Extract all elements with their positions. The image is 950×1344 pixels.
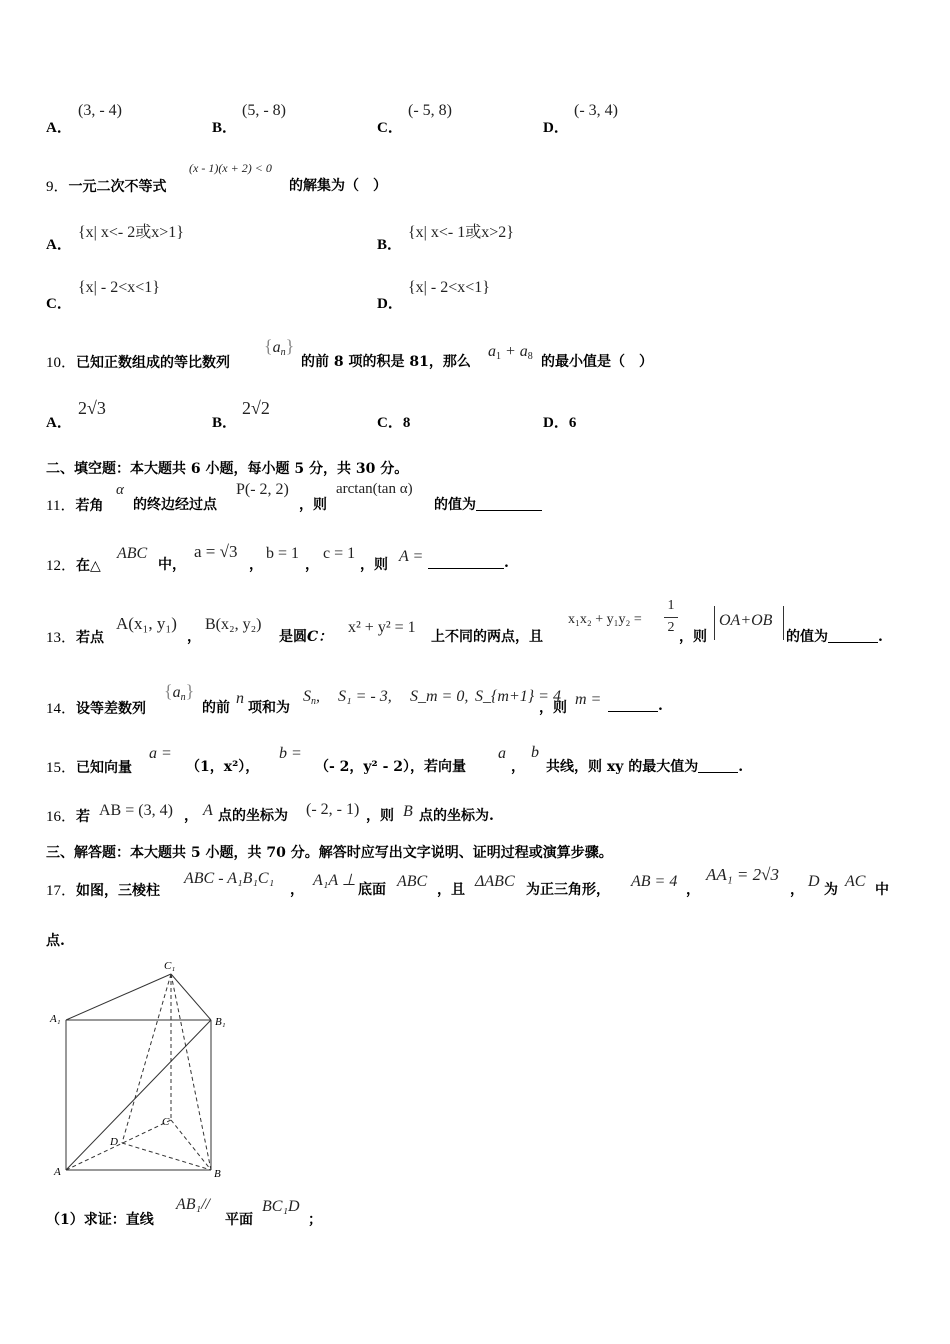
q13-text-5 [786,626,883,646]
q17-base: ABC [397,873,428,890]
edge-a-c [66,1120,171,1170]
q9-inequality: (x - 1)(x + 2) < 0 [189,161,272,175]
sub1-label: （1）求证：直线 [46,1212,154,1228]
q15-text-2 [546,756,743,776]
q17-triangle: ΔABC [475,873,515,890]
answer-blank[interactable] [608,697,658,712]
q13-text-3: 上不同的两点，且 [431,629,543,645]
q11-point: P(- 2, 2) [236,481,289,498]
q16-coord: (- 2, - 1) [306,801,360,818]
option-label: A． [46,120,72,136]
q11-stem [46,494,103,515]
q17-sep2: ， [686,882,700,898]
q13-frac-numerator: 1 [667,598,675,613]
q17-D: D [808,873,820,890]
q14-n: n [236,690,244,707]
end-mark: . [658,698,663,714]
question-number: 11． [46,498,76,514]
q13-point-b: B(x₂, y₂) [205,616,262,633]
question-number: 14． [46,701,77,717]
q12-text-3: ，则 [360,557,388,573]
option-label: C． [377,415,403,431]
seq-subscript: n [280,347,286,358]
edge-d-b [122,1143,211,1170]
q12-answer [428,554,509,571]
q17-AC: AC [845,873,866,890]
seq-symbol: a [172,684,181,701]
edge-a1-c1 [66,974,171,1020]
question-number: 10． [46,355,77,371]
q14-answer [608,697,663,714]
q12-triangle: ABC [117,545,148,562]
stem-text: 若点 [76,630,105,646]
section-2-heading: 二、填空题：本大题共 6 小题，每小题 5 分，共 30 分。 [46,461,409,477]
q12-b: b = 1 [266,545,300,562]
vertex-c-label: C [162,1116,170,1128]
q16-text-4: 点的坐标为. [419,808,494,824]
q12-A: A = [399,548,424,565]
q12-c: c = 1 [323,545,356,562]
option-label: C． [377,120,403,136]
stem-text: 如图，三棱柱 [76,883,161,899]
stem-text: 是圆 [279,629,307,645]
seq-symbol: a [272,339,281,356]
q17-text-3: ，且 [437,882,465,898]
q8-option-d-value: (- 3, 4) [574,102,618,119]
q16-A: A [203,802,213,819]
vertex-c1-label: C₁ [164,960,176,972]
end-mark: . [878,629,883,645]
sub1-plane: BC₁D [262,1198,300,1215]
q17-text-4: 为正三角形， [526,882,610,898]
q17-text-5: 为 [824,882,838,898]
q13-vector-sum: OA+OB [719,612,773,629]
answer-blank[interactable] [828,628,878,643]
q15-vb: b [531,744,539,761]
q16-text-3: ，则 [366,808,394,824]
q13-stem [46,626,104,647]
q10-option-a-label: A． [46,415,72,431]
question-number: 17． [46,883,77,899]
sub1-text-2: 平面 [225,1212,253,1228]
end-mark: . [738,759,744,775]
q15-sep: ， [511,759,525,775]
stem-text: 若 [76,809,91,825]
q15-vector-b: b = [279,745,302,762]
answer-blank[interactable] [428,554,504,569]
q11-text-2: 的终边经过点 [133,497,217,513]
expr-b-sub: 8 [527,351,533,362]
q17-text-2: 底面 [358,882,386,898]
q17-sep3: ， [790,882,804,898]
q10-expression [488,343,533,362]
sum-subscript: n [311,696,316,707]
q14-Sm1: S_{m+1} = 4 [475,688,561,705]
q17-sep1: ， [290,882,304,898]
edge-c1-b [171,974,211,1170]
q14-S1: S₁ = - 3, [338,688,392,705]
stem-text: 在△ [76,558,101,574]
vertex-d-label: D [110,1136,118,1148]
q8-option-d [543,116,569,137]
q13-circle-equation: x² + y² = 1 [348,619,416,636]
q10-sequence: $\{a_n\}$ [264,336,295,358]
stem-text: 的值为 [434,497,476,513]
sum-symbol: S [303,688,311,705]
stem-text: 一元二次不等式 [68,179,167,195]
answer-blank[interactable] [476,496,542,511]
q15-vector-a: a = [149,745,172,762]
q12-stem [46,554,101,575]
q11-alpha: α [116,482,124,498]
answer-blank[interactable] [698,758,738,773]
q9-option-c-value: {x| - 2<x<1} [78,279,160,296]
expr-a: a [488,343,496,360]
q17-aa1: AA₁ = 2√3 [706,865,779,884]
q16-text-2: 点的坐标为 [218,808,288,824]
q17-prism: ABC - A₁B₁C₁ [184,870,275,887]
vertex-b-label: B [214,1168,221,1180]
option-label: D． [543,415,569,431]
question-number: 16． [46,809,77,825]
q16-B: B [403,803,413,820]
q8-option-c-value: (- 5, 8) [408,102,452,119]
question-number: 13． [46,630,77,646]
q10-option-c [377,411,410,432]
section-3-heading: 三、解答题：本大题共 5 小题，共 70 分。解答时应写出文字说明、证明过程或演算步骤。 [46,845,613,861]
q13-condition: x₁x₂ + y₁y₂ = [568,612,642,627]
q10-option-b-label: B． [212,415,238,431]
q17-stem [46,879,160,900]
q9-option-c-label: C． [46,296,72,312]
q10-stem-mid: 的前 8 项的积是 81，那么 [301,354,471,370]
q16-stem [46,805,90,826]
option-label: B． [212,120,238,136]
q11-expression: arctan(tan α) [336,481,413,497]
option-value: 6 [568,415,577,431]
question-number: 15． [46,760,77,776]
q8-option-b-value: (5, - 8) [242,102,286,119]
edge-c-b [171,1120,211,1170]
q10-stem [46,351,230,372]
seq-subscript: n [180,692,186,703]
q9-option-d-label: D． [377,296,403,312]
q11-text-4 [434,494,542,514]
edge-c1-b1 [171,974,211,1020]
q12-text-2: 中， [158,557,186,573]
q13-sep: ， [187,629,201,645]
q12-a: a = √3 [194,542,238,561]
question-number: 12． [46,558,77,574]
q8-option-a [46,116,72,137]
q13-text-4: ，则 [679,629,707,645]
expr-a-sub: 1 [496,351,501,362]
q14-text-2: 的前 [202,700,230,716]
q14-Sn: $S_n$, [303,688,320,707]
end-mark: . [504,555,509,571]
q15-va: a [498,745,506,762]
q10-option-a-value: 2√3 [78,398,106,418]
q14-text-3: 项和为 [248,700,290,716]
q17-text-7: 点. [46,933,65,949]
q9-option-a-value: {x| x<- 2或x>1} [78,224,184,241]
q17-text-6: 中 [875,882,889,898]
q14-sequence: $\{a_n\}$ [164,681,195,703]
q14-text-4: ，则 [539,700,567,716]
q14-stem [46,697,146,718]
q9-option-a-label: A． [46,237,72,253]
sub1-end: ； [308,1212,322,1228]
q12-sep1: ， [249,557,263,573]
stem-text: 设等差数列 [76,701,147,717]
q8-option-a-value: (3, - 4) [78,102,122,119]
q14-Sm: S_m = 0, [410,688,469,705]
q13-frac-bar [664,617,678,618]
q12-sep2: ， [305,557,319,573]
q13-point-a: A(x₁, y₁) [116,614,177,633]
stem-text: 的值为 [786,629,828,645]
q9-stem [46,175,167,196]
option-label: D． [543,120,569,136]
q16-vector-ab: AB = (3, 4) [99,802,173,819]
q10-option-d [543,411,576,432]
sub1-line: AB₁// [176,1196,210,1213]
q15-a-value: （1，x²）， [186,759,260,775]
stem-text: 已知正数组成的等比数列 [76,355,231,371]
option-value: 8 [402,415,411,431]
expr-plus: + a [501,343,528,360]
prism-figure [40,955,240,1185]
circle-name: C： [307,629,333,645]
q13-frac-denominator: 2 [667,620,675,635]
q17-ab: AB = 4 [631,873,678,890]
q15-stem [46,756,132,777]
q9-option-d-value: {x| - 2<x<1} [408,279,490,296]
vertex-a1-label: A₁ [50,1013,61,1025]
q13-text-2 [279,626,332,646]
q9-option-b-label: B． [377,237,403,253]
q16-sep: ， [184,808,198,824]
q11-text-3: ，则 [299,497,327,513]
q9-option-b-value: {x| x<- 1或x>2} [408,224,514,241]
q8-option-c [377,116,403,137]
vertex-a-label: A [54,1166,61,1178]
stem-text: 共线，则 xy 的最大值为 [546,759,699,775]
q14-m: m = [575,691,602,708]
stem-text: 已知向量 [76,760,133,776]
q10-option-b-value: 2√2 [242,398,270,418]
question-number: 9． [46,179,69,195]
q9-stem-end: 的解集为（ ） [289,178,387,194]
q8-option-b [212,116,237,137]
stem-text: 若角 [75,498,104,514]
vertex-b1-label: B₁ [215,1016,226,1028]
q15-b-value: （- 2，y² - 2），若向量 [315,759,466,775]
q17-perp: A₁A ⊥ [313,872,356,889]
q10-stem-end: 的最小值是（ ） [541,354,653,370]
